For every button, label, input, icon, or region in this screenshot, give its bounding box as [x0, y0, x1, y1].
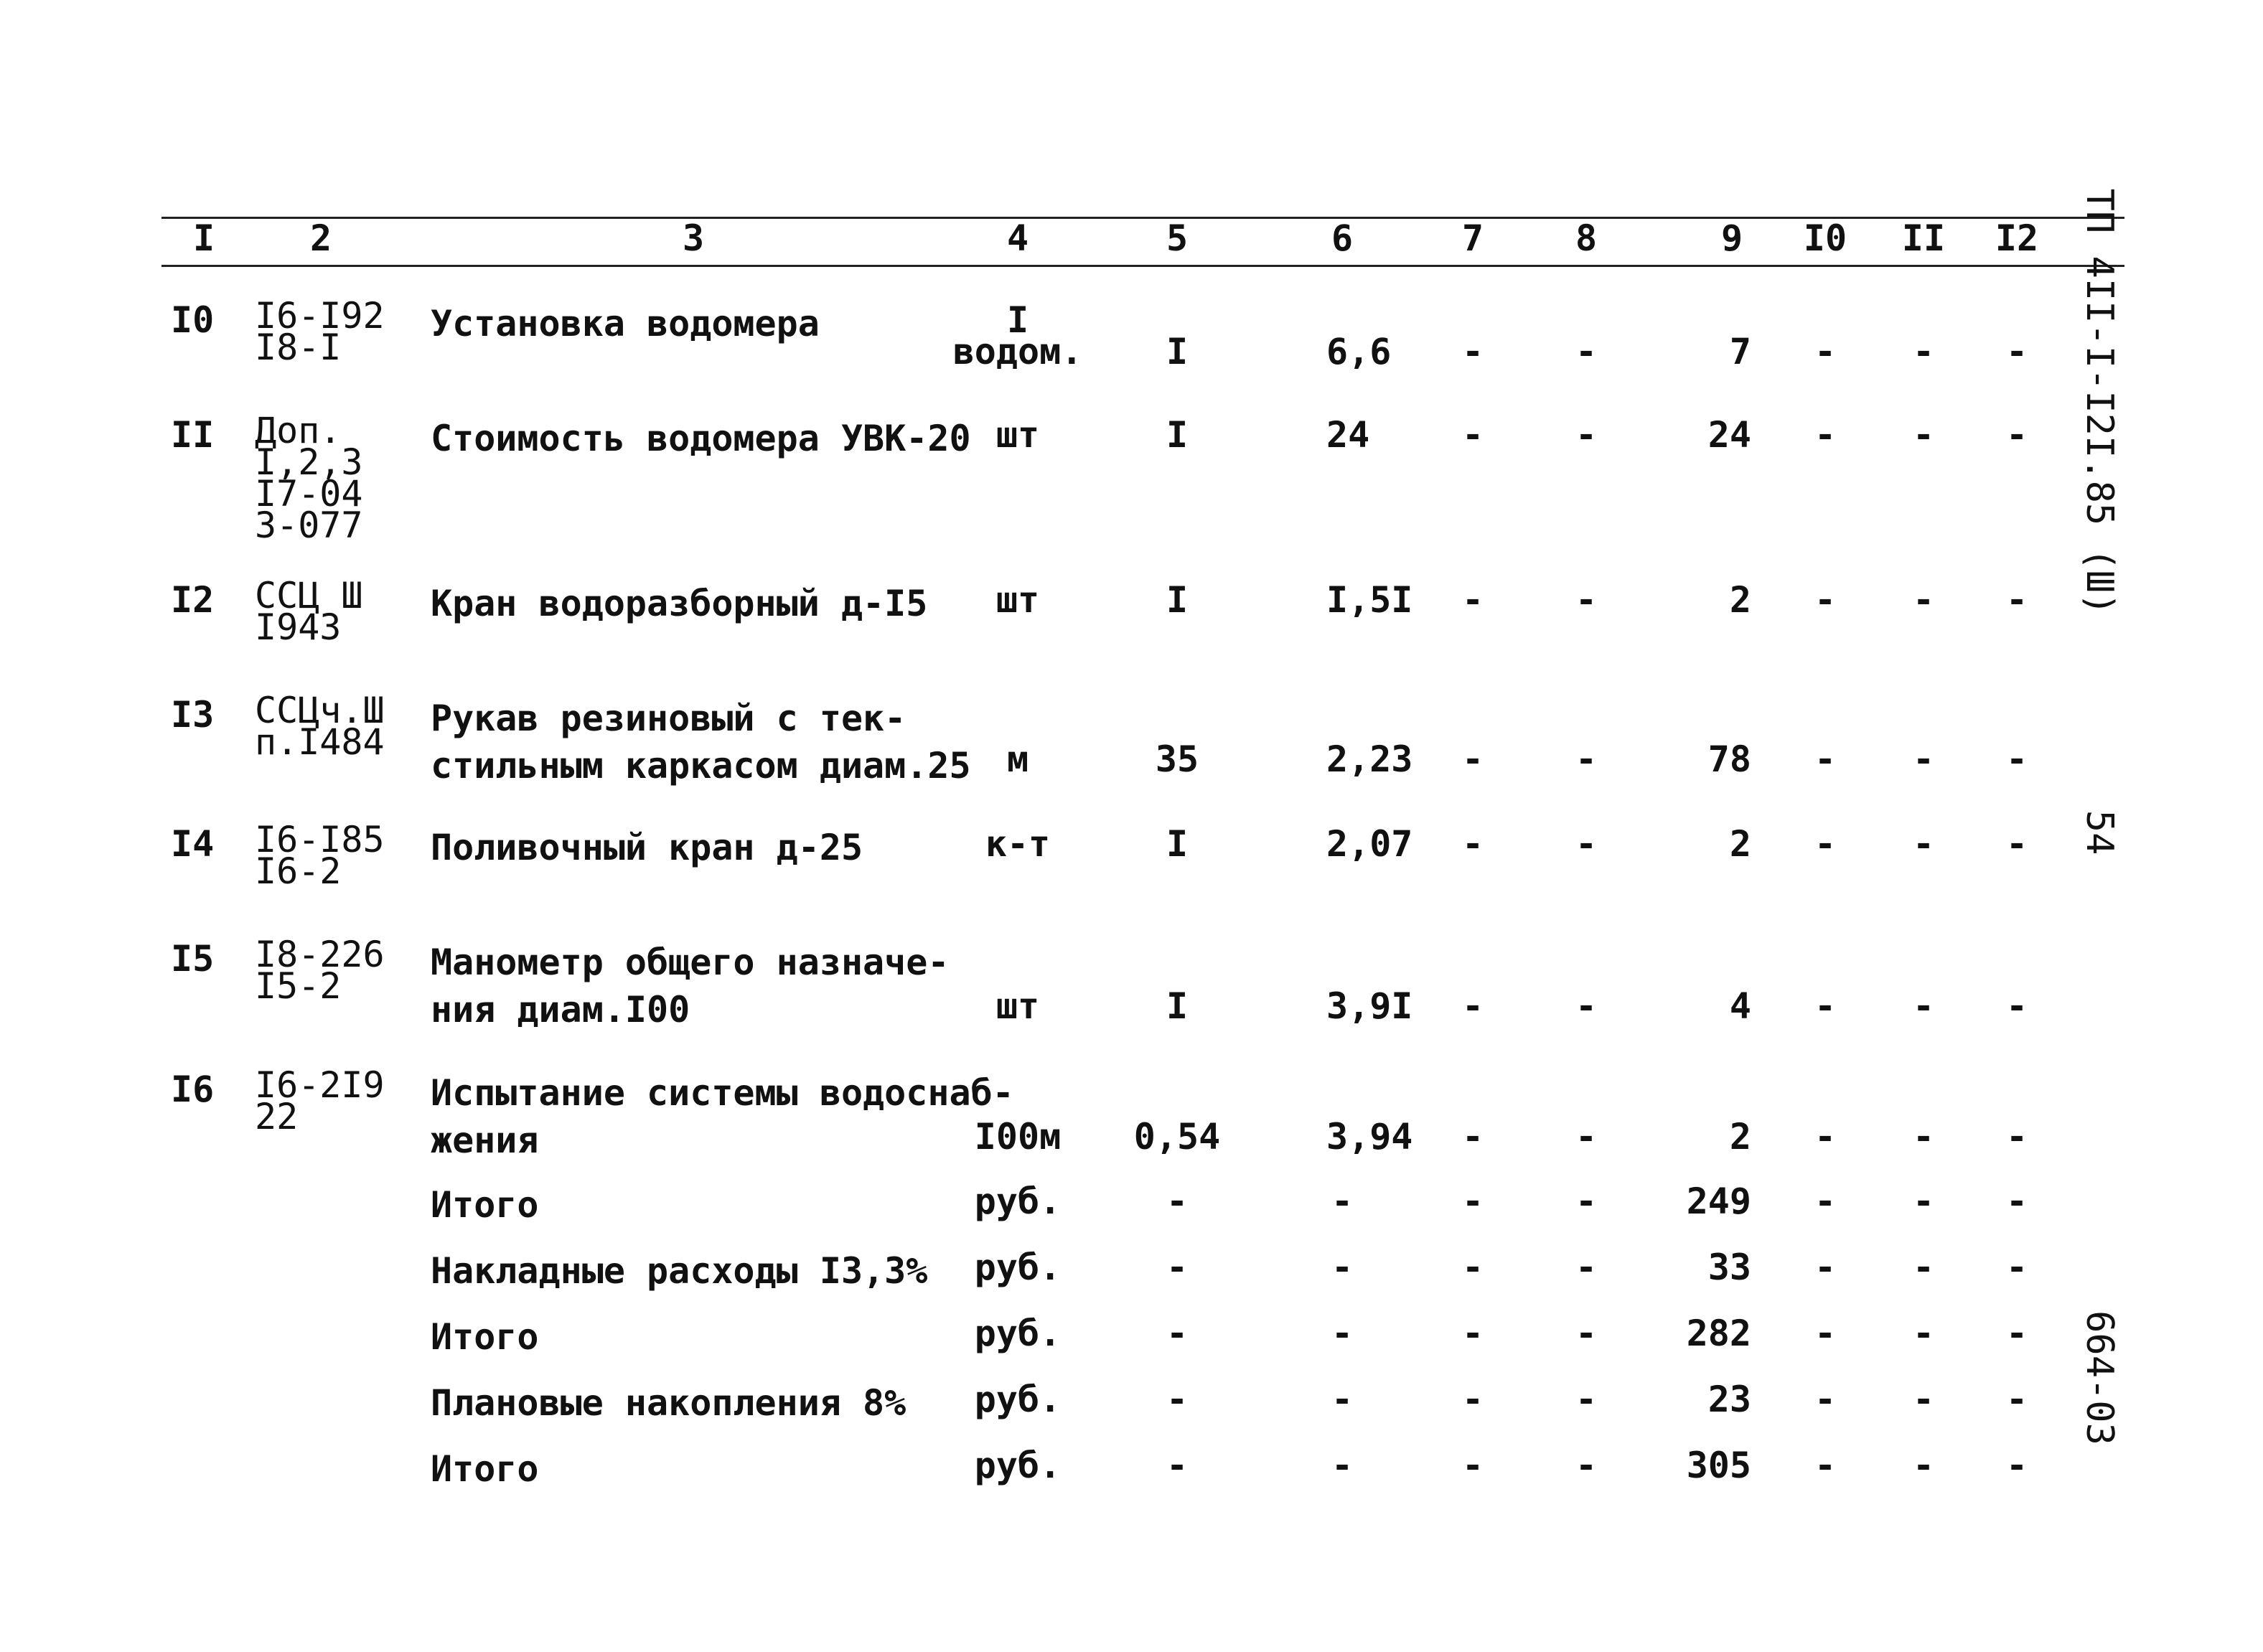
unit: м: [1006, 738, 1029, 780]
header-bottom-rule: [161, 265, 2124, 267]
column-header-6: 6: [1331, 217, 1354, 259]
norm-code: I8-226: [255, 934, 385, 975]
summary-label: Итого: [431, 1316, 539, 1358]
work-name: Рукав резиновый с тек-: [431, 698, 906, 739]
unit: водом.: [952, 331, 1083, 372]
empty-cell-c11: -: [1912, 823, 1935, 865]
summary-total: 33: [1707, 1247, 1751, 1288]
empty-cell-c8: -: [1575, 1313, 1598, 1354]
total-cost: 7: [1729, 331, 1751, 372]
norm-code: I8-I: [255, 327, 342, 368]
unit-price: 24: [1326, 414, 1370, 456]
empty-cell-c12: -: [2005, 331, 2028, 372]
column-header-9: 9: [1720, 217, 1743, 259]
column-header-4: 4: [1006, 217, 1029, 259]
empty-cell-c12: -: [2005, 738, 2028, 780]
summary-label: Плановые накопления 8%: [431, 1382, 906, 1424]
empty-cell-c10: -: [1814, 579, 1837, 621]
empty-cell-c6: -: [1331, 1181, 1354, 1222]
empty-cell-c8: -: [1575, 1116, 1598, 1158]
unit: шт: [995, 414, 1040, 456]
empty-cell-c5: -: [1166, 1313, 1189, 1354]
empty-cell-c12: -: [2005, 414, 2028, 456]
empty-cell-c11: -: [1912, 1445, 1935, 1486]
norm-code: I6-2: [255, 850, 342, 892]
unit: к-т: [985, 823, 1051, 865]
column-header-3: 3: [682, 217, 705, 259]
empty-cell-c7: -: [1461, 1379, 1484, 1420]
row-number: I2: [171, 579, 215, 621]
empty-cell-c5: -: [1166, 1181, 1189, 1222]
empty-cell-c7: -: [1461, 823, 1484, 865]
quantity: I: [1166, 331, 1189, 372]
empty-cell-c7: -: [1461, 1313, 1484, 1354]
empty-cell-c12: -: [2005, 1181, 2028, 1222]
empty-cell-c10: -: [1814, 1445, 1837, 1486]
empty-cell-c8: -: [1575, 579, 1598, 621]
empty-cell-c11: -: [1912, 331, 1935, 372]
quantity: I: [1166, 823, 1189, 865]
empty-cell-c10: -: [1814, 738, 1837, 780]
norm-code: п.I484: [255, 721, 385, 763]
column-header-7: 7: [1461, 217, 1484, 259]
empty-cell-c7: -: [1461, 579, 1484, 621]
summary-unit: руб.: [974, 1445, 1062, 1486]
empty-cell-c8: -: [1575, 1379, 1598, 1420]
column-header-12: I2: [1995, 217, 2039, 259]
empty-cell-c12: -: [2005, 579, 2028, 621]
column-header-8: 8: [1575, 217, 1598, 259]
unit-price: 3,94: [1326, 1116, 1413, 1158]
quantity: I: [1166, 579, 1189, 621]
norm-code: Доп.: [255, 410, 342, 451]
empty-cell-c10: -: [1814, 1379, 1837, 1420]
unit: шт: [995, 579, 1040, 621]
quantity: I: [1166, 985, 1189, 1027]
row-number: I3: [171, 694, 215, 736]
empty-cell-c11: -: [1912, 414, 1935, 456]
empty-cell-c11: -: [1912, 1313, 1935, 1354]
empty-cell-c12: -: [2005, 1379, 2028, 1420]
row-number: II: [171, 414, 215, 456]
empty-cell-c7: -: [1461, 1247, 1484, 1288]
work-name: Установка водомера: [431, 303, 820, 344]
empty-cell-c12: -: [2005, 1116, 2028, 1158]
summary-label: Итого: [431, 1448, 539, 1490]
total-cost: 2: [1729, 579, 1751, 621]
norm-code: 22: [255, 1096, 299, 1137]
work-name: Поливочный кран д-25: [431, 827, 863, 868]
empty-cell-c8: -: [1575, 985, 1598, 1027]
norm-code: ССЦч.Ш: [255, 690, 385, 731]
norm-code: I5-2: [255, 965, 342, 1007]
summary-label: Итого: [431, 1184, 539, 1226]
empty-cell-c12: -: [2005, 1445, 2028, 1486]
empty-cell-c10: -: [1814, 1313, 1837, 1354]
empty-cell-c10: -: [1814, 1116, 1837, 1158]
unit-price: 2,07: [1326, 823, 1413, 865]
summary-unit: руб.: [974, 1379, 1062, 1420]
empty-cell-c12: -: [2005, 985, 2028, 1027]
summary-total: 282: [1686, 1313, 1751, 1354]
empty-cell-c10: -: [1814, 823, 1837, 865]
column-header-5: 5: [1166, 217, 1189, 259]
empty-cell-c12: -: [2005, 1313, 2028, 1354]
empty-cell-c8: -: [1575, 331, 1598, 372]
empty-cell-c5: -: [1166, 1247, 1189, 1288]
empty-cell-c8: -: [1575, 823, 1598, 865]
empty-cell-c7: -: [1461, 738, 1484, 780]
empty-cell-c12: -: [2005, 1247, 2028, 1288]
empty-cell-c7: -: [1461, 1445, 1484, 1486]
empty-cell-c7: -: [1461, 1181, 1484, 1222]
quantity: I: [1166, 414, 1189, 456]
unit-price: I,5I: [1326, 579, 1413, 621]
row-number: I0: [171, 299, 215, 341]
empty-cell-c11: -: [1912, 1379, 1935, 1420]
column-header-11: II: [1901, 217, 1946, 259]
total-cost: 24: [1707, 414, 1751, 456]
total-cost: 78: [1707, 738, 1751, 780]
empty-cell-c11: -: [1912, 1247, 1935, 1288]
total-cost: 4: [1729, 985, 1751, 1027]
empty-cell-c8: -: [1575, 1247, 1598, 1288]
norm-code: I,2,3: [255, 441, 363, 483]
unit-price: 2,23: [1326, 738, 1413, 780]
sheet-code: 664-03: [2078, 1310, 2121, 1445]
total-cost: 2: [1729, 823, 1751, 865]
summary-unit: руб.: [974, 1181, 1062, 1222]
work-name: стильным каркасом диам.25: [431, 745, 971, 787]
empty-cell-c7: -: [1461, 985, 1484, 1027]
empty-cell-c6: -: [1331, 1313, 1354, 1354]
empty-cell-c11: -: [1912, 1181, 1935, 1222]
empty-cell-c6: -: [1331, 1247, 1354, 1288]
norm-code: 3-077: [255, 504, 363, 546]
empty-cell-c7: -: [1461, 1116, 1484, 1158]
unit: шт: [995, 985, 1040, 1027]
column-header-2: 2: [309, 217, 332, 259]
summary-total: 23: [1707, 1379, 1751, 1420]
summary-label: Накладные расходы I3,3%: [431, 1250, 928, 1292]
empty-cell-c10: -: [1814, 985, 1837, 1027]
empty-cell-c6: -: [1331, 1379, 1354, 1420]
norm-code: I7-04: [255, 473, 363, 515]
work-name: Кран водоразборный д-I5: [431, 583, 928, 624]
work-name: ния диам.I00: [431, 989, 690, 1031]
work-name: Стоимость водомера УВК-20: [431, 418, 971, 459]
empty-cell-c5: -: [1166, 1445, 1189, 1486]
empty-cell-c12: -: [2005, 823, 2028, 865]
row-number: I6: [171, 1069, 215, 1110]
empty-cell-c8: -: [1575, 738, 1598, 780]
empty-cell-c11: -: [1912, 579, 1935, 621]
empty-cell-c7: -: [1461, 414, 1484, 456]
empty-cell-c10: -: [1814, 331, 1837, 372]
work-name: жения: [431, 1120, 539, 1161]
empty-cell-c8: -: [1575, 1445, 1598, 1486]
empty-cell-c8: -: [1575, 1181, 1598, 1222]
unit-price: 6,6: [1326, 331, 1392, 372]
empty-cell-c8: -: [1575, 414, 1598, 456]
empty-cell-c11: -: [1912, 738, 1935, 780]
document-code: ТП 4II-I-I2I.85 (Ш): [2078, 188, 2121, 616]
unit: I: [1006, 299, 1029, 341]
column-header-1: I: [192, 217, 215, 259]
empty-cell-c10: -: [1814, 1181, 1837, 1222]
page-number: 54: [2078, 809, 2121, 855]
norm-code: I6-I85: [255, 819, 385, 860]
summary-unit: руб.: [974, 1247, 1062, 1288]
empty-cell-c10: -: [1814, 1247, 1837, 1288]
empty-cell-c6: -: [1331, 1445, 1354, 1486]
norm-code: ССЦ Ш: [255, 575, 363, 616]
quantity: 0,54: [1133, 1116, 1221, 1158]
row-number: I4: [171, 823, 215, 865]
unit: I00м: [974, 1116, 1062, 1158]
summary-total: 305: [1686, 1445, 1751, 1486]
work-name: Манометр общего назначе-: [431, 942, 950, 983]
norm-code: I6-2I9: [255, 1064, 385, 1106]
work-name: Испытание системы водоснаб-: [431, 1072, 1014, 1114]
empty-cell-c11: -: [1912, 1116, 1935, 1158]
total-cost: 2: [1729, 1116, 1751, 1158]
empty-cell-c5: -: [1166, 1379, 1189, 1420]
quantity: 35: [1155, 738, 1199, 780]
summary-unit: руб.: [974, 1313, 1062, 1354]
norm-code: I6-I92: [255, 295, 385, 337]
unit-price: 3,9I: [1326, 985, 1413, 1027]
summary-total: 249: [1686, 1181, 1751, 1222]
norm-code: I943: [255, 606, 342, 648]
row-number: I5: [171, 938, 215, 980]
empty-cell-c10: -: [1814, 414, 1837, 456]
empty-cell-c11: -: [1912, 985, 1935, 1027]
empty-cell-c7: -: [1461, 331, 1484, 372]
column-header-10: I0: [1803, 217, 1847, 259]
